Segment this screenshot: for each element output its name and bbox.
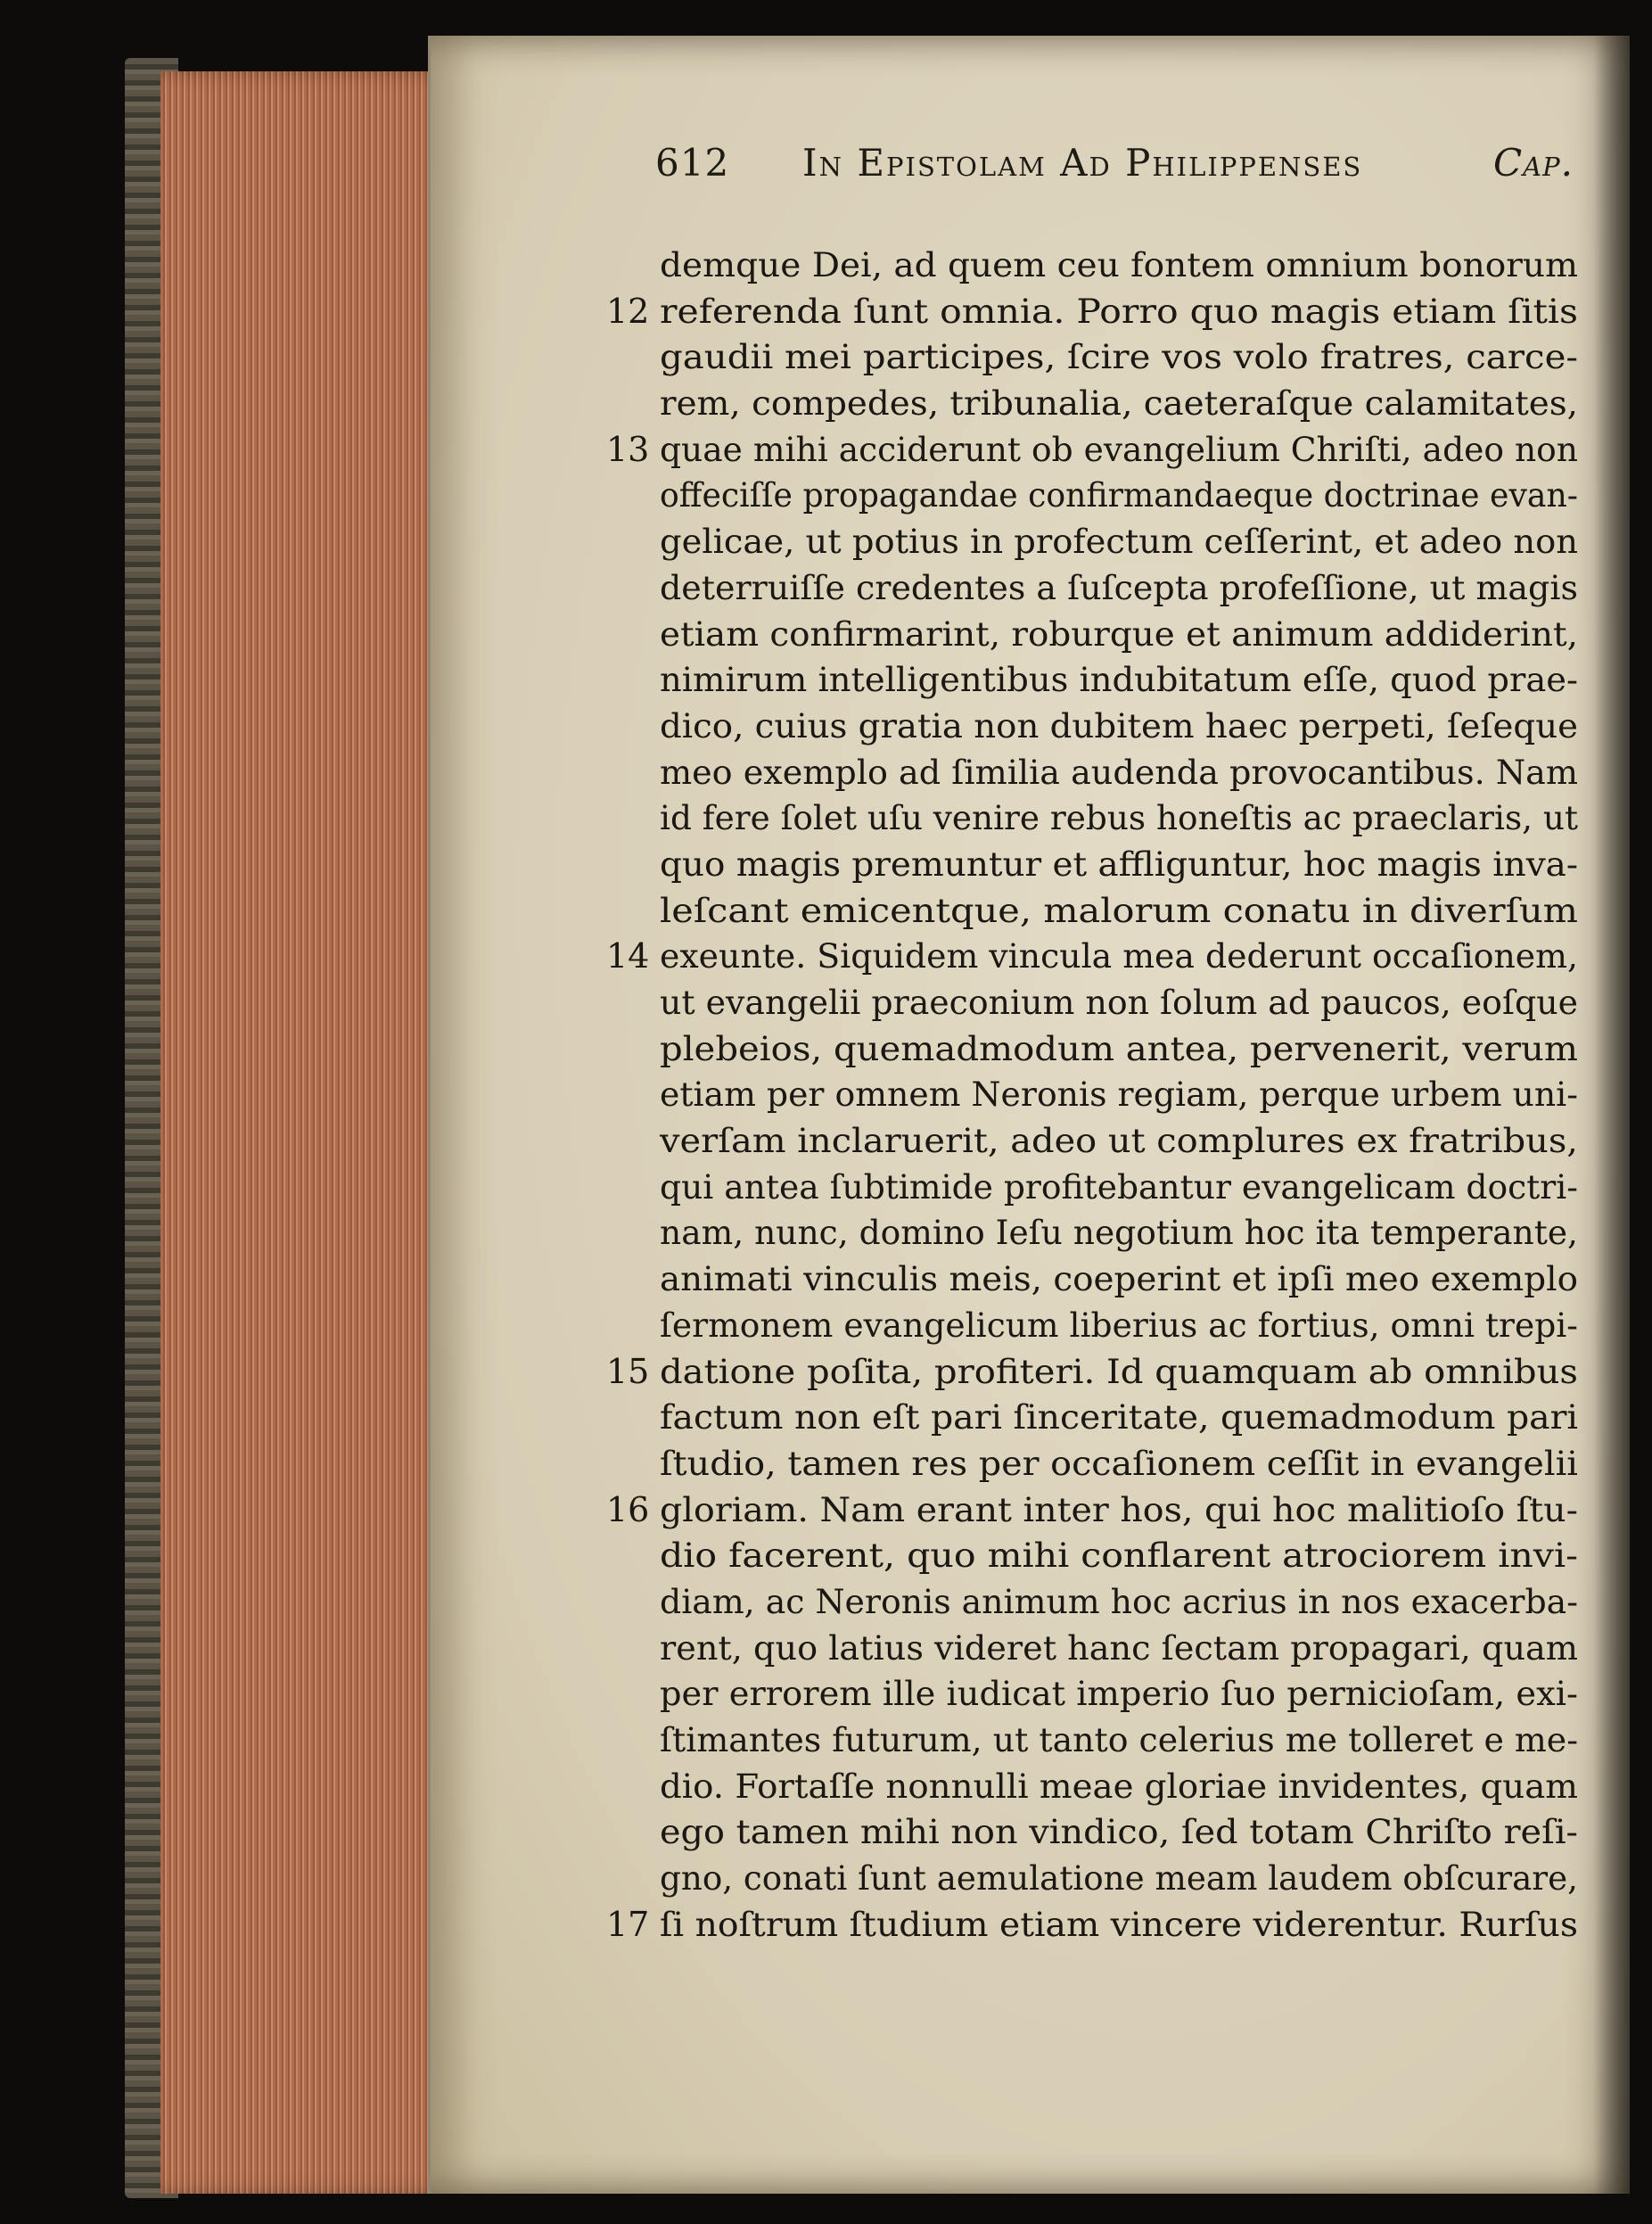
text-line — [660, 842, 1578, 888]
line-text: exeunte. Siquidem vincula mea dederunt occaſionem, — [660, 937, 1578, 976]
line-text: leſcant emicentque, malorum conatu in diverſum — [660, 891, 1578, 930]
line-text: ſtimantes futurum, ut tanto celerius me tolleret e me- — [660, 1721, 1578, 1759]
line-text: dio. Fortaſſe nonnulli meae gloriae invidentes, quam — [660, 1767, 1578, 1806]
line-text: ſermonem evangelicum liberius ac fortius, omni trepi- — [660, 1306, 1578, 1345]
text-line — [660, 1165, 1578, 1211]
body-text — [606, 243, 1578, 1948]
text-line — [606, 934, 1578, 980]
line-text: dio facerent, quo mihi conflarent atrociorem invi- — [660, 1536, 1578, 1576]
verse-number: 16 — [606, 1489, 650, 1529]
running-title: In Epistolam Ad Philippenses — [802, 141, 1363, 185]
line-text: ego tamen mihi non vindico, ſed totam Chriſto reſi- — [660, 1813, 1578, 1852]
text-line — [660, 1717, 1578, 1764]
text-line — [606, 1902, 1578, 1948]
text-line — [606, 289, 1578, 335]
text-line — [660, 1579, 1578, 1626]
line-text: ſtudio, tamen res per occaſionem ceſſit in evangelii — [660, 1444, 1578, 1483]
line-text: quae mihi acciderunt ob evangelium Chriſti, adeo non — [660, 430, 1578, 469]
text-line — [660, 1118, 1578, 1165]
text-line — [660, 519, 1578, 565]
text-line — [660, 1809, 1578, 1856]
text-line — [660, 1764, 1578, 1810]
line-text: gaudii mei participes, ſcire vos volo fratres, carce- — [660, 338, 1578, 377]
text-line — [660, 795, 1578, 842]
text-line — [660, 980, 1578, 1026]
text-line — [660, 888, 1578, 935]
text-line — [660, 704, 1578, 750]
line-text: nam, nunc, domino Ieſu negotium hoc ita temperante, — [660, 1214, 1578, 1253]
text-line — [660, 750, 1578, 796]
text-line — [660, 657, 1578, 704]
text-line — [660, 1210, 1578, 1256]
gutter-shadow — [1594, 36, 1630, 2194]
line-text: etiam confirmarint, roburque et animum addiderint, — [660, 614, 1578, 654]
line-text: nimirum intelligentibus indubitatum eſſe, quod prae- — [660, 661, 1578, 700]
line-text: ſi noſtrum ſtudium etiam vincere viderentur. Rurſus — [660, 1905, 1578, 1944]
text-line — [660, 1441, 1578, 1487]
text-line — [660, 1303, 1578, 1349]
line-text: referenda ſunt omnia. Porro quo magis etiam ſitis — [660, 292, 1578, 331]
verse-number: 17 — [606, 1904, 650, 1944]
text-line — [660, 1395, 1578, 1441]
line-text: gloriam. Nam erant inter hos, qui hoc malitioſo ſtu- — [660, 1490, 1578, 1529]
line-text: deterruiſſe credentes a ſuſcepta profeſſione, ut magis — [660, 568, 1578, 607]
text-line — [660, 243, 1578, 289]
text-line — [660, 1072, 1578, 1118]
text-line — [606, 427, 1578, 474]
text-line — [606, 1349, 1578, 1396]
text-line — [660, 565, 1578, 612]
line-text: plebeios, quemadmodum antea, pervenerit, verum — [660, 1029, 1578, 1068]
line-text: gno, conati ſunt aemulatione meam laudem obſcurare, — [660, 1859, 1578, 1899]
line-text: per errorem ille iudicat imperio ſuo pernicioſam, exi- — [660, 1675, 1578, 1714]
verse-number: 14 — [606, 936, 650, 976]
text-line — [660, 473, 1578, 519]
verse-number: 15 — [606, 1351, 650, 1391]
line-text: meo exemplo ad ſimilia audenda provocantibus. Nam — [660, 753, 1578, 792]
line-text: ut evangelii praeconium non ſolum ad paucos, eoſque — [660, 984, 1578, 1022]
verse-number: 12 — [606, 291, 650, 331]
text-line — [660, 1856, 1578, 1902]
line-text: rem, compedes, tribunalia, caeteraſque calamitates, — [660, 384, 1578, 424]
verse-number: 13 — [606, 429, 650, 469]
line-text: quo magis premuntur et affliguntur, hoc magis inva- — [660, 844, 1578, 884]
line-text: qui antea ſubtimide profitebantur evangelicam doctri- — [660, 1167, 1578, 1207]
line-text: gelicae, ut potius in profectum ceſſerint, et adeo non — [660, 523, 1578, 562]
running-header — [348, 141, 1596, 212]
text-line — [660, 381, 1578, 427]
text-line — [660, 1256, 1578, 1303]
line-text: id fere ſolet uſu venire rebus honeſtis ac praeclaris, ut — [660, 799, 1578, 838]
line-text: offeciſſe propagandae confirmandaeque doctrinae evan- — [660, 476, 1578, 515]
text-line — [660, 1626, 1578, 1672]
line-text: rent, quo latius videret hanc ſectam propagari, quam — [660, 1628, 1578, 1668]
line-text: etiam per omnem Neronis regiam, perque urbem uni- — [660, 1075, 1578, 1115]
text-line — [660, 1671, 1578, 1717]
chapter-label: Cap. — [1493, 141, 1574, 185]
text-line — [660, 1026, 1578, 1073]
line-text: demque Dei, ad quem ceu fontem omnium bonorum — [660, 246, 1578, 284]
line-text: animati vinculis meis, coeperint et ipſi meo exemplo — [660, 1260, 1578, 1299]
line-text: verſam inclaruerit, adeo ut complures ex fratribus, — [660, 1122, 1578, 1161]
line-text: factum non eſt pari ſinceritate, quemadmodum pari — [660, 1398, 1578, 1437]
text-line — [660, 1533, 1578, 1579]
page-number: 612 — [655, 141, 730, 185]
line-text: datione poſita, profiteri. Id quamquam ab omnibus — [660, 1352, 1578, 1391]
line-text: dico, cuius gratia non dubitem haec perpeti, ſeſeque — [660, 706, 1578, 745]
line-text: diam, ac Neronis animum hoc acrius in nos exacerba- — [660, 1582, 1578, 1621]
text-line — [660, 334, 1578, 381]
text-line — [660, 612, 1578, 658]
text-line — [606, 1487, 1578, 1534]
